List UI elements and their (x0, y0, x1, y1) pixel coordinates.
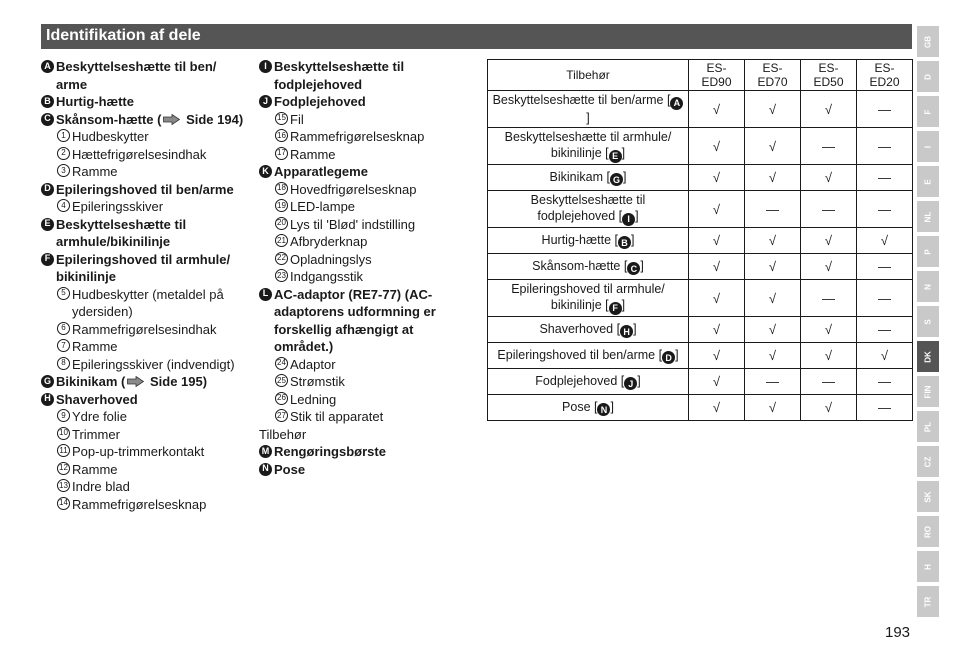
column-header-accessory: Tilbehør (488, 60, 689, 91)
part-letter-badge: J (624, 377, 637, 390)
part-label: Afbryderknap (290, 234, 368, 249)
bracket-close: ] (630, 232, 635, 247)
not-included-cell: — (745, 191, 801, 228)
accessory-name: Skånsom-hætte [ (532, 258, 628, 273)
part-number-badge: 6 (57, 322, 70, 335)
part-number-badge: 22 (275, 252, 288, 265)
table-row (488, 280, 913, 317)
part-label: Beskyttelseshætte til ben/ arme (56, 59, 217, 92)
part-label: Rammefrigørelsesindhak (72, 321, 217, 337)
language-tabs (917, 26, 954, 621)
included-check-cell: √ (745, 254, 801, 280)
accessory-table (487, 59, 913, 421)
part-number-badge: 27 (275, 409, 288, 422)
part-label: Lys til 'Blød' indstilling (290, 216, 416, 232)
included-check-cell: √ (745, 343, 801, 369)
part-subitem (259, 146, 469, 164)
accessory-name: Bikinikam [ (549, 169, 610, 184)
page-reference-arrow-icon (163, 114, 180, 125)
part-letter-badge: D (662, 351, 675, 364)
part-label: Hudbeskytter (metaldel på ydersiden) (72, 286, 224, 319)
accessory-name: Epileringshoved til armhule/ bikinilinje [ (511, 282, 665, 313)
part-letter-badge: F (609, 302, 622, 315)
part-letter-badge: H (41, 393, 54, 406)
part-label: Ledning (290, 391, 337, 407)
bracket-close: ] (675, 347, 679, 362)
part-label: Beskyttelseshætte til armhule/bikinilinje (56, 216, 187, 249)
bracket-close: ] (621, 298, 626, 313)
included-check-cell: √ (745, 317, 801, 343)
language-tab-fin[interactable] (917, 376, 939, 407)
part-number-badge: 21 (275, 234, 288, 247)
part-label: Opladningslys (290, 251, 372, 267)
part-subitem (41, 443, 251, 461)
part-letter-badge: M (259, 445, 272, 458)
part-subitem (41, 146, 251, 164)
part-number-badge: 12 (57, 462, 70, 475)
included-check-cell: √ (689, 280, 745, 317)
not-included-cell: — (857, 317, 913, 343)
column-header-model: ES-ED50 (801, 60, 857, 91)
not-included-cell: — (857, 395, 913, 421)
included-check-cell: √ (689, 228, 745, 254)
part-number-badge: 4 (57, 199, 70, 212)
accessory-name: Hurtig-hætte [ (541, 232, 618, 247)
accessory-name-cell (488, 128, 689, 165)
part-number-badge: 17 (275, 147, 288, 160)
table-row (488, 191, 913, 228)
part-number-badge: 11 (57, 444, 70, 457)
bracket-close: ] (635, 209, 639, 224)
included-check-cell: √ (689, 91, 745, 128)
part-item (259, 461, 469, 479)
bracket-close: ] (640, 258, 644, 273)
page-number: 193 (885, 624, 911, 641)
included-check-cell: √ (745, 128, 801, 165)
part-letter-badge: F (41, 253, 54, 266)
not-included-cell: — (857, 369, 913, 395)
part-subitem (41, 496, 251, 514)
included-check-cell: √ (801, 317, 857, 343)
page-reference-arrow-icon (127, 376, 144, 387)
part-number-badge: 19 (275, 199, 288, 212)
column-header-model: ES-ED90 (689, 60, 745, 91)
part-number-badge: 9 (57, 409, 70, 422)
part-letter-badge: C (41, 113, 54, 126)
table-row (488, 369, 913, 395)
part-subitem (259, 181, 469, 199)
table-row (488, 254, 913, 280)
part-item (41, 111, 251, 129)
part-label: Bikinikam ( (56, 374, 126, 389)
part-subitem (41, 356, 251, 374)
part-letter-badge: D (41, 183, 54, 196)
part-letter-badge: A (670, 97, 683, 110)
language-tab-ro[interactable] (917, 516, 939, 547)
part-subitem (41, 478, 251, 496)
part-label: Hættefrigørelsesindhak (72, 146, 207, 162)
language-tab-label: CZ (923, 456, 933, 467)
included-check-cell: √ (801, 343, 857, 369)
part-number-badge: 14 (57, 497, 70, 510)
part-subitem (41, 426, 251, 444)
part-number-badge: 23 (275, 269, 288, 282)
part-subitem (41, 461, 251, 479)
part-letter-badge: C (627, 262, 640, 275)
language-tab-tr[interactable] (917, 586, 939, 617)
not-included-cell: — (857, 280, 913, 317)
language-tab-h[interactable] (917, 551, 939, 582)
part-item (41, 181, 251, 199)
part-label: Hurtig-hætte (56, 94, 134, 109)
not-included-cell: — (801, 191, 857, 228)
language-tab-label: E (923, 178, 933, 185)
language-tab-label: N (923, 283, 933, 290)
language-tab-n[interactable] (917, 271, 939, 302)
part-subitem (41, 321, 251, 339)
part-label: Ramme (72, 461, 118, 477)
part-label: LED-lampe (290, 199, 356, 214)
part-number-badge: 18 (275, 182, 288, 195)
section-header (41, 24, 912, 49)
table-header-row (488, 60, 913, 91)
bracket-close: ] (610, 399, 614, 414)
part-subitem (259, 391, 469, 409)
not-included-cell: — (857, 128, 913, 165)
included-check-cell: √ (801, 254, 857, 280)
column-header-model: ES-ED20 (857, 60, 913, 91)
part-subitem (259, 373, 469, 391)
part-label: Epileringsskiver (72, 199, 164, 214)
not-included-cell: — (857, 165, 913, 191)
part-item (259, 58, 469, 93)
accessory-name: Beskyttelseshætte til fodplejehoved [ (530, 193, 646, 224)
language-tab-label: F (923, 109, 933, 114)
accessory-name: Beskyttelseshætte til ben/arme [ (492, 93, 671, 108)
included-check-cell: √ (801, 395, 857, 421)
part-label: Fodplejehoved (274, 94, 366, 109)
language-tab-label: PL (923, 421, 933, 432)
part-item (41, 391, 251, 409)
part-label-with-reference (56, 373, 207, 391)
included-check-cell: √ (745, 91, 801, 128)
part-label: Hudbeskytter (72, 129, 149, 144)
language-tab-i[interactable] (917, 131, 939, 162)
part-item (259, 93, 469, 111)
part-letter-badge: N (597, 403, 610, 416)
part-item (259, 286, 469, 356)
language-tab-label: P (923, 248, 933, 255)
part-label: Hovedfrigørelsesknap (290, 181, 417, 197)
language-tab-label: NL (923, 211, 933, 222)
part-item (41, 373, 251, 391)
part-label: Epileringshoved til ben/arme (56, 181, 234, 197)
included-check-cell: √ (689, 165, 745, 191)
language-tab-label: RO (923, 525, 933, 538)
page-reference: Side 195) (146, 374, 208, 389)
part-label: Tilbehør (259, 426, 307, 442)
part-label-with-reference (56, 111, 243, 129)
language-tab-label: DK (923, 350, 933, 363)
part-letter-badge: N (259, 463, 272, 476)
not-included-cell: — (857, 254, 913, 280)
accessory-name-cell (488, 165, 689, 191)
included-check-cell: √ (689, 254, 745, 280)
part-label: Shaverhoved (56, 391, 138, 407)
part-label: Rammefrigørelsesknap (290, 129, 425, 144)
part-label: Adaptor (290, 356, 336, 372)
part-letter-badge: A (41, 60, 54, 73)
part-label: Rammefrigørelsesknap (72, 496, 207, 512)
part-number-badge: 26 (275, 392, 288, 405)
accessory-name-cell (488, 369, 689, 395)
language-tab-dk[interactable] (917, 341, 939, 372)
part-subitem (41, 198, 251, 216)
part-label: Indgangsstik (290, 269, 363, 284)
part-letter-badge: E (41, 218, 54, 231)
bracket-close: ] (633, 321, 637, 336)
accessory-name: Fodplejehoved [ (535, 373, 625, 388)
part-number-badge: 7 (57, 339, 70, 352)
language-tab-e[interactable] (917, 166, 939, 197)
part-subitem (259, 408, 469, 426)
included-check-cell: √ (689, 343, 745, 369)
not-included-cell: — (857, 191, 913, 228)
language-tab-nl[interactable] (917, 201, 939, 232)
included-check-cell: √ (745, 165, 801, 191)
table-row (488, 165, 913, 191)
accessory-name-cell (488, 254, 689, 280)
included-check-cell: √ (689, 128, 745, 165)
part-label: Ramme (72, 339, 118, 354)
part-item (259, 443, 469, 461)
part-item (41, 93, 251, 111)
part-number-badge: 2 (57, 147, 70, 160)
language-tab-cz[interactable] (917, 446, 939, 477)
language-tab-label: GB (923, 35, 933, 48)
part-label: Stik til apparatet (290, 409, 384, 424)
not-included-cell: — (745, 369, 801, 395)
part-subitem (259, 251, 469, 269)
part-subitem (259, 356, 469, 374)
part-subitem (259, 233, 469, 251)
included-check-cell: √ (689, 191, 745, 228)
part-label: Pose (274, 461, 306, 477)
part-item (41, 251, 251, 286)
table-row (488, 91, 913, 128)
part-letter-badge: G (610, 173, 623, 186)
language-tab-label: S (923, 318, 933, 325)
part-letter-badge: K (259, 165, 272, 178)
part-label: Skånsom-hætte ( (56, 111, 162, 127)
part-label: Indre blad (72, 479, 130, 494)
part-item (41, 216, 251, 251)
table-row (488, 128, 913, 165)
part-subitem (41, 163, 251, 181)
part-letter-badge: H (620, 325, 633, 338)
part-subitem (41, 286, 251, 321)
part-subitem (259, 268, 469, 286)
part-subitem (41, 408, 251, 426)
language-tab-s[interactable] (917, 306, 939, 337)
list-heading (259, 426, 469, 444)
accessory-name-cell (488, 317, 689, 343)
part-label: AC-adaptor (RE7-77) (AC-adaptorens udformning er forskellig afhængigt at området.) (274, 286, 436, 354)
language-tab-label: H (923, 563, 933, 570)
part-letter-badge: E (609, 150, 622, 163)
part-subitem (259, 111, 469, 129)
language-tab-f[interactable] (917, 96, 939, 127)
part-label: Pop-up-trimmerkontakt (72, 444, 205, 459)
language-tab-label: TR (923, 596, 933, 607)
accessory-name-cell (488, 280, 689, 317)
part-letter-badge: I (622, 213, 635, 226)
parts-list-right (259, 58, 469, 478)
included-check-cell: √ (801, 228, 857, 254)
bracket-close: ] (622, 169, 627, 184)
not-included-cell: — (801, 369, 857, 395)
part-label: Beskyttelseshætte til fodplejehoved (274, 59, 405, 92)
bracket-close: ] (621, 146, 626, 161)
part-letter-badge: L (259, 288, 272, 301)
included-check-cell: √ (857, 228, 913, 254)
page-title: Identifikation af dele (46, 27, 201, 44)
accessory-name-cell (488, 343, 689, 369)
included-check-cell: √ (801, 91, 857, 128)
part-number-badge: 5 (57, 287, 70, 300)
part-subitem (259, 216, 469, 234)
part-label: Trimmer (72, 426, 120, 442)
included-check-cell: √ (689, 317, 745, 343)
accessory-name: Shaverhoved [ (539, 321, 621, 336)
included-check-cell: √ (801, 165, 857, 191)
language-tab-label: FIN (923, 385, 933, 398)
part-label: Fil (290, 111, 304, 127)
language-tab-gb[interactable] (917, 26, 939, 57)
part-number-badge: 20 (275, 217, 288, 230)
accessory-name: Pose [ (562, 399, 598, 414)
part-subitem (259, 128, 469, 146)
part-number-badge: 1 (57, 129, 70, 142)
part-label: Ydre folie (72, 409, 127, 424)
part-label: Epileringsskiver (indvendigt) (72, 356, 235, 372)
not-included-cell: — (801, 280, 857, 317)
accessory-name-cell (488, 228, 689, 254)
accessory-name-cell (488, 191, 689, 228)
bracket-close: ] (586, 110, 590, 125)
included-check-cell: √ (689, 369, 745, 395)
included-check-cell: √ (745, 228, 801, 254)
accessory-name-cell (488, 91, 689, 128)
part-number-badge: 25 (275, 374, 288, 387)
included-check-cell: √ (857, 343, 913, 369)
parts-list-left (41, 58, 251, 513)
part-number-badge: 10 (57, 427, 70, 440)
part-label: Ramme (290, 146, 336, 162)
part-number-badge: 15 (275, 112, 288, 125)
included-check-cell: √ (745, 395, 801, 421)
part-item (259, 163, 469, 181)
language-tab-d[interactable] (917, 61, 939, 92)
part-label: Apparatlegeme (274, 164, 368, 179)
table-row (488, 343, 913, 369)
accessory-name: Epileringshoved til ben/arme [ (497, 347, 663, 362)
not-included-cell: — (857, 91, 913, 128)
part-letter-badge: B (618, 236, 631, 249)
language-tab-label: SK (923, 490, 933, 503)
part-subitem (41, 128, 251, 146)
language-tab-p[interactable] (917, 236, 939, 267)
part-letter-badge: J (259, 95, 272, 108)
part-number-badge: 16 (275, 129, 288, 142)
part-letter-badge: B (41, 95, 54, 108)
language-tab-sk[interactable] (917, 481, 939, 512)
included-check-cell: √ (689, 395, 745, 421)
part-subitem (41, 338, 251, 356)
language-tab-label: D (923, 73, 933, 80)
part-letter-badge: I (259, 60, 272, 73)
part-number-badge: 13 (57, 479, 70, 492)
accessory-name: Beskyttelseshætte til armhule/ bikinilinje [ (504, 130, 672, 161)
bracket-close: ] (637, 373, 641, 388)
column-header-model: ES-ED70 (745, 60, 801, 91)
part-label: Epileringshoved til armhule/ bikinilinje (56, 251, 231, 284)
part-number-badge: 3 (57, 164, 70, 177)
part-label: Rengøringsbørste (274, 444, 386, 459)
accessory-name-cell (488, 395, 689, 421)
part-number-badge: 8 (57, 357, 70, 370)
part-label: Ramme (72, 164, 118, 179)
included-check-cell: √ (745, 280, 801, 317)
page-reference: Side 194) (182, 111, 244, 127)
language-tab-pl[interactable] (917, 411, 939, 442)
part-number-badge: 24 (275, 357, 288, 370)
part-label: Strømstik (290, 374, 345, 389)
table-row (488, 228, 913, 254)
not-included-cell: — (801, 128, 857, 165)
table-row (488, 395, 913, 421)
part-subitem (259, 198, 469, 216)
part-item (41, 58, 251, 93)
table-row (488, 317, 913, 343)
part-letter-badge: G (41, 375, 54, 388)
language-tab-label: I (923, 145, 933, 148)
